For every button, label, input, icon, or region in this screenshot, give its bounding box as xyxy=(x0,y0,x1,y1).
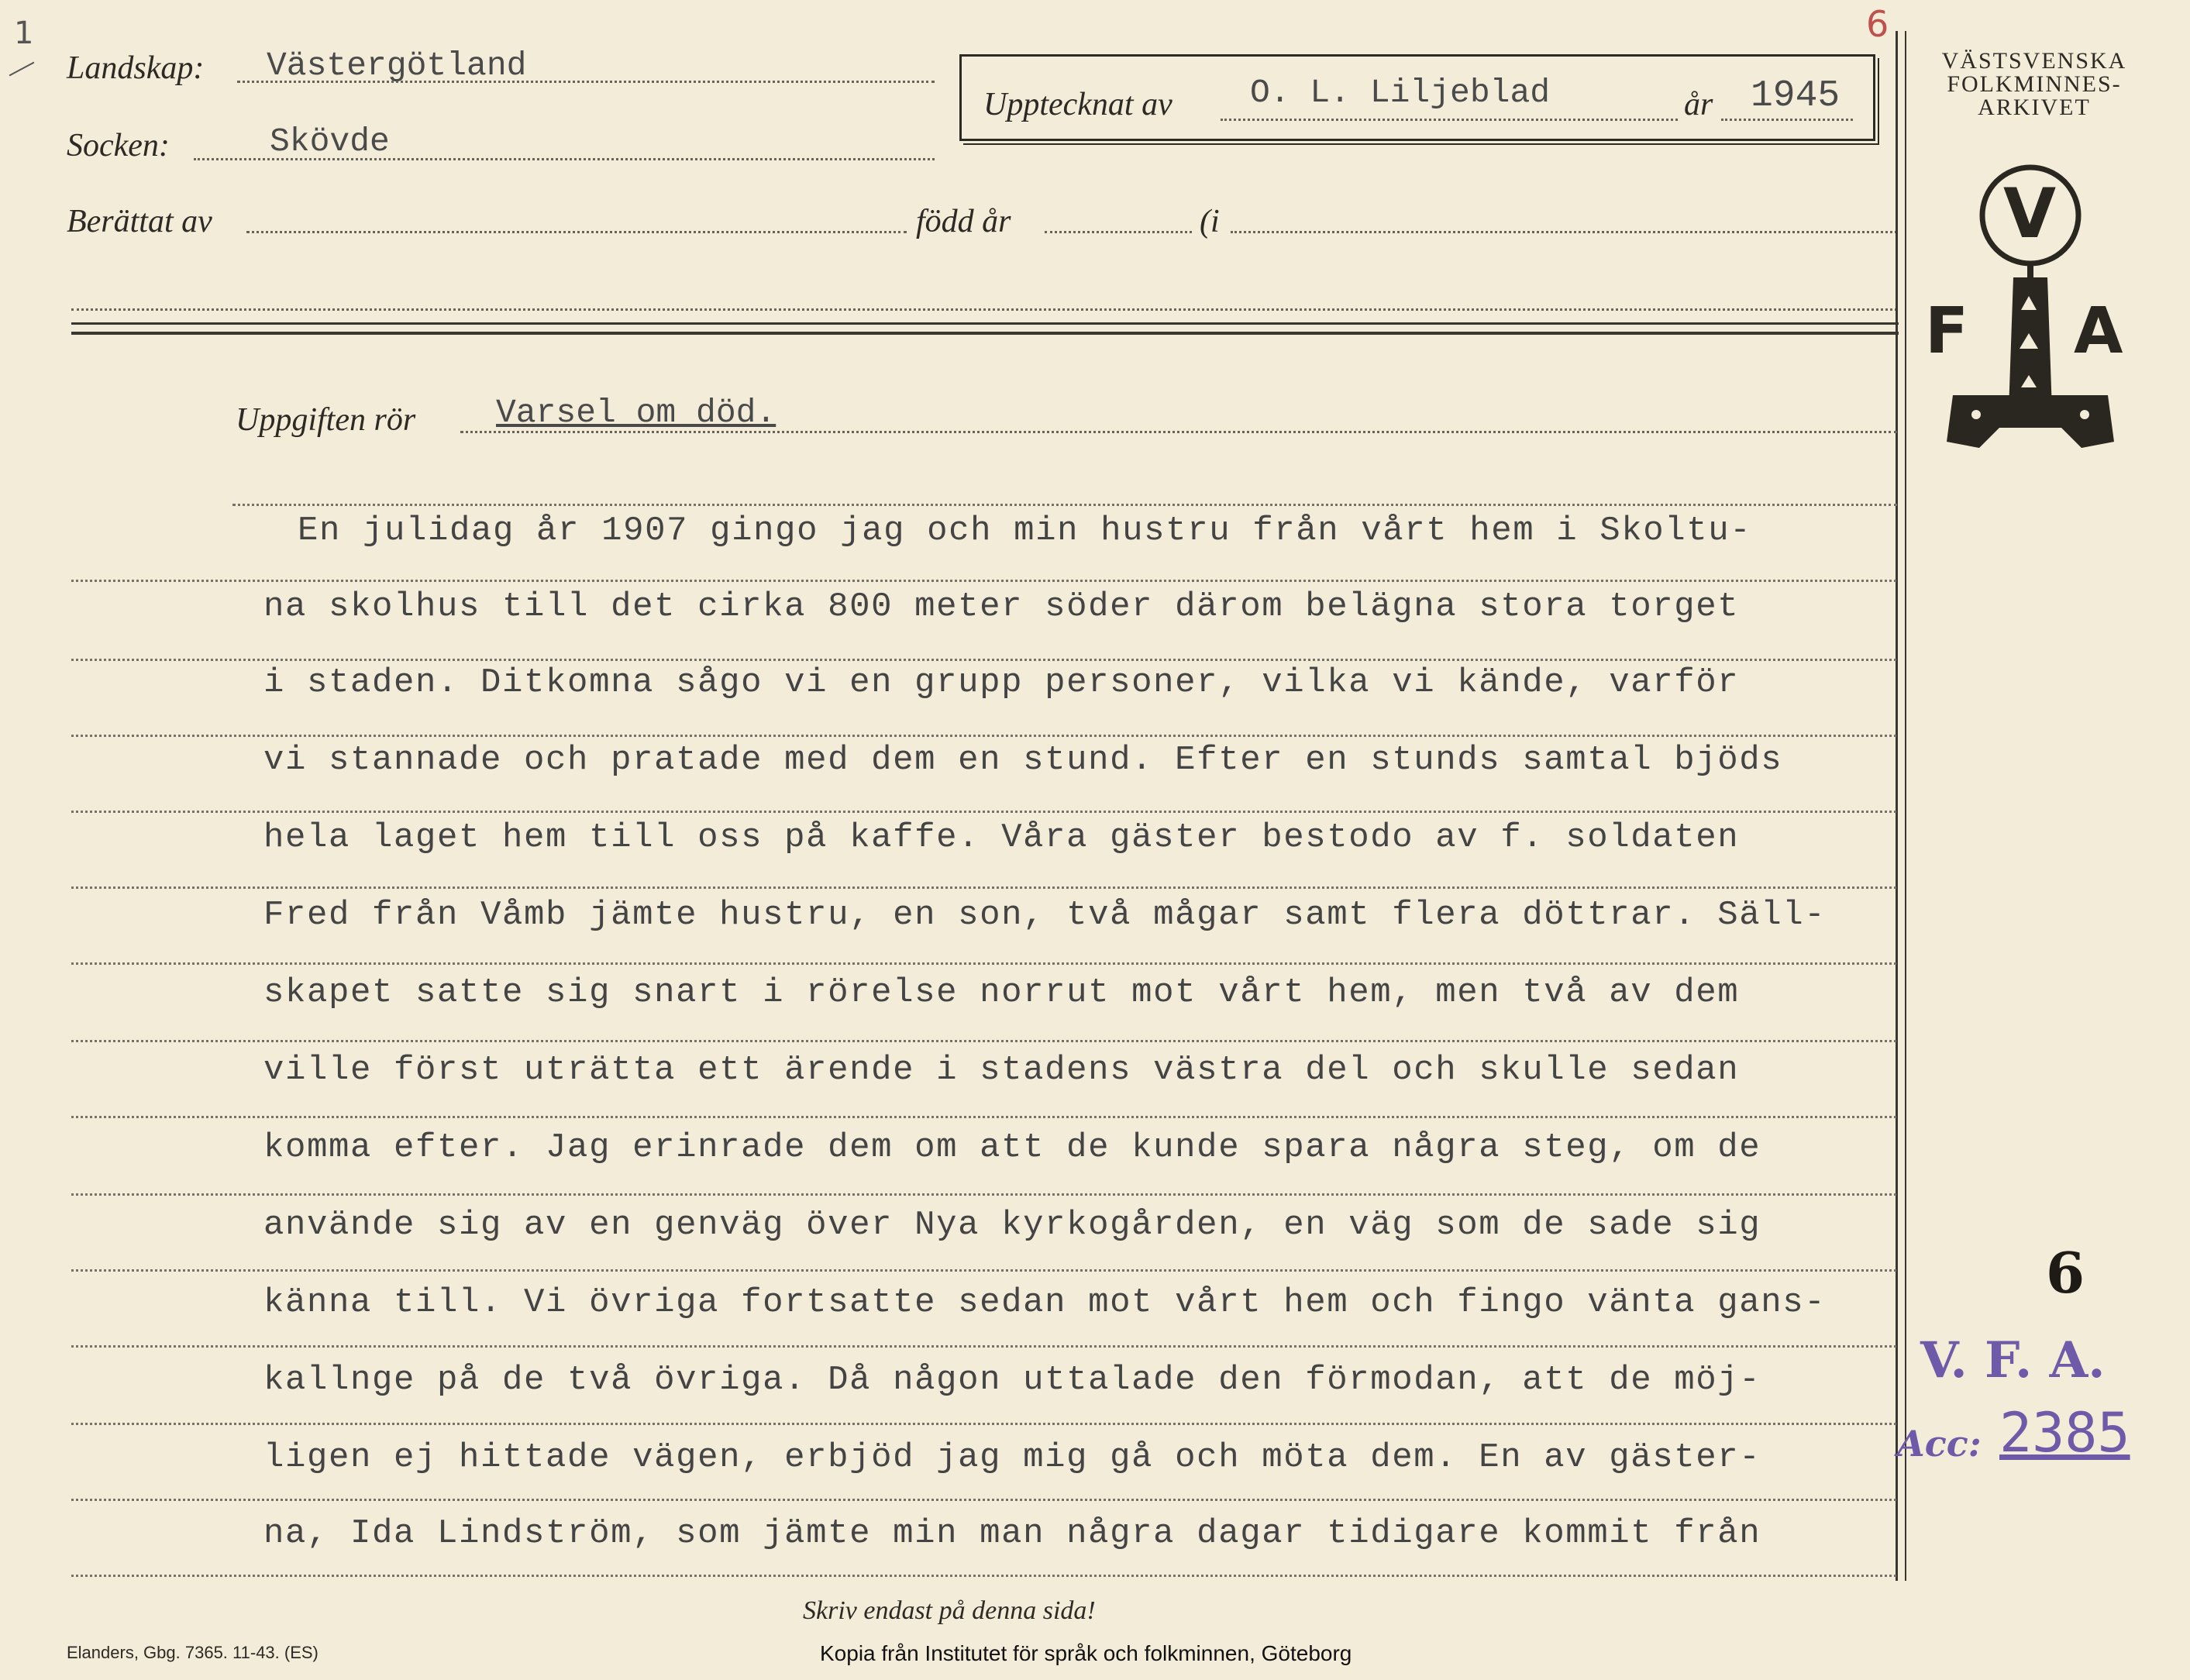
body-rule xyxy=(71,886,1896,889)
body-line: En julidag år 1907 gingo jag och min hustru från vårt hem i Skoltu- xyxy=(232,511,1752,550)
body-rule xyxy=(71,659,1896,661)
header-rule-bottom xyxy=(71,332,1899,335)
stamp-acc-label: Acc: xyxy=(1897,1423,1982,1465)
page-mark: 1 xyxy=(14,15,34,51)
subject-label: Uppgiften rör xyxy=(236,402,416,438)
body-rule xyxy=(71,1193,1896,1196)
paren-label: (i xyxy=(1200,204,1220,239)
body-rule xyxy=(71,735,1896,737)
body-rule xyxy=(71,580,1896,582)
ar-value: 1945 xyxy=(1751,75,1840,117)
ar-dotted-line xyxy=(1721,119,1853,121)
fodd-dotted-line xyxy=(1045,231,1192,233)
body-rule xyxy=(71,1499,1896,1501)
ar-label: år xyxy=(1684,87,1713,122)
footer-instruction: Skriv endast på denna sida! xyxy=(803,1596,1096,1625)
body-rule xyxy=(71,1116,1896,1118)
body-rule xyxy=(71,1269,1896,1272)
upptecknat-box xyxy=(959,54,1875,141)
body-rule xyxy=(71,1423,1896,1425)
body-line: vi stannade och pratade med dem en stund. Efter en stunds samtal bjöds xyxy=(263,741,1783,780)
archive-name xyxy=(1914,50,2154,119)
socken-value: Skövde xyxy=(270,122,390,160)
upptecknat-label: Upptecknat av xyxy=(983,87,1172,122)
body-rule xyxy=(232,504,1897,506)
body-line: skapet satte sig snart i rörelse norrut mot vårt hem, men två av dem xyxy=(263,973,1740,1012)
printer-imprint: Elanders, Gbg. 7365. 11-43. (ES) xyxy=(67,1643,319,1662)
landskap-value: Västergötland xyxy=(267,46,527,84)
upptecknat-dotted-line xyxy=(1221,119,1678,121)
body-line: na, Ida Lindström, som jämte min man några dagar tidigare kommit från xyxy=(263,1514,1761,1553)
paren-dotted-line xyxy=(1231,231,1897,233)
pencil-page-number: 6 xyxy=(1866,3,1889,45)
landskap-label: Landskap: xyxy=(67,50,205,86)
subject-value: Varsel om död. xyxy=(496,394,776,432)
body-rule xyxy=(71,1345,1896,1348)
body-line: hela laget hem till oss på kaffe. Våra gäster bestodo av f. soldaten xyxy=(263,818,1740,857)
upptecknat-value: O. L. Liljeblad xyxy=(1250,74,1551,112)
archive-name-line1: VÄSTSVENSKA xyxy=(1941,48,2127,74)
body-line: kallnge på de två övriga. Då någon uttalade den förmodan, att de möj- xyxy=(263,1361,1761,1399)
archive-name-line3: ARKIVET xyxy=(1978,95,2091,120)
archive-name-line2: FOLKMINNES- xyxy=(1947,71,2122,97)
logo-letter-v: V xyxy=(2003,174,2057,253)
margin-line-outer xyxy=(1896,31,1898,1581)
stamp-acc-number: 2385 xyxy=(1999,1401,2130,1465)
logo-letter-a: A xyxy=(2074,294,2123,368)
header-rule-top xyxy=(71,322,1899,325)
margin-line-inner xyxy=(1905,31,1906,1581)
socken-label: Socken: xyxy=(67,128,170,164)
body-line: Fred från Våmb jämte hustru, en son, två mågar samt flera döttrar. Säll- xyxy=(263,896,1827,935)
body-rule xyxy=(71,1040,1896,1042)
berattat-label: Berättat av xyxy=(67,204,212,239)
logo-letter-f: F xyxy=(1925,294,1969,368)
header-extra-dotted-line xyxy=(71,308,1897,311)
body-line: känna till. Vi övriga fortsatte sedan mot vårt hem och fingo vänta gans- xyxy=(263,1283,1827,1322)
body-rule xyxy=(71,1575,1896,1577)
copy-notice: Kopia från Institutet för språk och folkminnen, Göteborg xyxy=(820,1641,1352,1665)
body-line: na skolhus till det cirka 800 meter söder därom belägna stora torget xyxy=(263,587,1740,626)
fodd-label: född år xyxy=(916,204,1011,239)
body-line: använde sig av en genväg över Nya kyrkogården, en väg som de sade sig xyxy=(263,1206,1761,1245)
body-rule xyxy=(71,962,1896,965)
body-line: i staden. Ditkomna sågo vi en grupp personer, vilka vi kände, varför xyxy=(263,663,1740,702)
margin-page-number: 6 xyxy=(2046,1240,2085,1306)
berattat-dotted-line xyxy=(246,231,907,233)
body-line: ville först uträtta ett ärende i stadens västra del och skulle sedan xyxy=(263,1051,1740,1090)
pencil-stroke xyxy=(9,62,35,77)
body-rule xyxy=(71,811,1896,813)
archive-logo xyxy=(1922,163,2139,473)
stamp-vfa: V. F. A. xyxy=(1920,1331,2106,1389)
body-line: ligen ej hittade vägen, erbjöd jag mig gå och möta dem. En av gäster- xyxy=(263,1438,1761,1477)
body-line: komma efter. Jag erinrade dem om att de kunde spara några steg, om de xyxy=(263,1128,1761,1167)
